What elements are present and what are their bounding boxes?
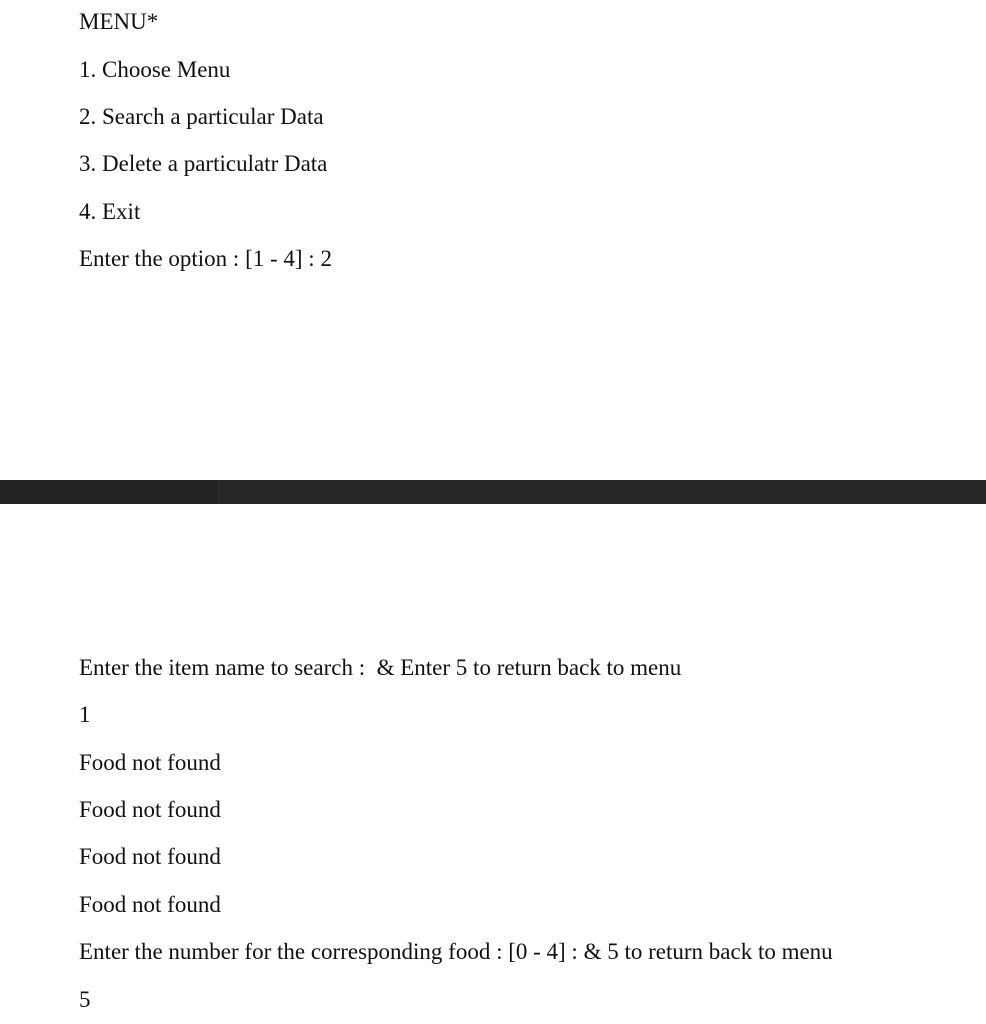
number-input-value: 5	[79, 987, 91, 1012]
result-line-3: Food not found	[79, 844, 221, 869]
menu-option-3: 3. Delete a particulatr Data	[79, 151, 328, 176]
option-prompt: Enter the option : [1 - 4] : 2	[79, 246, 332, 271]
search-input-value: 1	[79, 702, 91, 727]
result-line-1: Food not found	[79, 750, 221, 775]
divider-segment	[0, 480, 219, 504]
menu-title: MENU*	[79, 9, 159, 34]
result-line-2: Food not found	[79, 797, 221, 822]
menu-option-4: 4. Exit	[79, 199, 141, 224]
divider-bar	[0, 480, 986, 504]
menu-option-2: 2. Search a particular Data	[79, 104, 324, 129]
result-line-4: Food not found	[79, 892, 221, 917]
number-prompt: Enter the number for the corresponding food : [0 - 4] : & 5 to return back to menu	[79, 939, 833, 964]
menu-option-1: 1. Choose Menu	[79, 57, 231, 82]
search-prompt: Enter the item name to search : & Enter 5 to return back to menu	[79, 655, 682, 680]
